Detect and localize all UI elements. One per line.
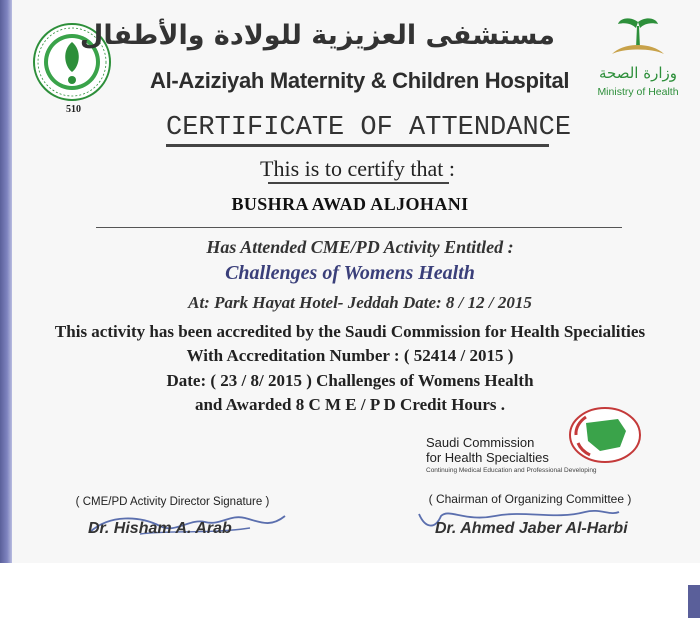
hospital-english-name: Al-Aziziyah Maternity & Children Hospital [150,68,570,93]
recipient-name: BUSHRA AWAD ALJOHANI [231,194,469,214]
name-divider [96,227,622,228]
chairman-name: Dr. Ahmed Jaber Al-Harbi [435,520,628,537]
awarded-line: and Awarded 8 C M E / P D Credit Hours . [194,395,506,414]
left-border-strip [0,0,12,563]
certify-underline [268,182,449,184]
certificate-title: CERTIFICATE OF ATTENDANCE [166,112,549,147]
venue-line: At: Park Hayat Hotel- Jeddah Date: 8 / 12 / 2015 [188,293,532,312]
director-signature-label: ( CME/PD Activity Director Signature ) [75,496,270,508]
right-border-strip [688,585,700,618]
commission-line-1: Saudi Commission [426,435,535,450]
hospital-arabic-name: مستشفى العزيزية للولادة والأطفال [79,20,555,51]
chairman-signature-label: ( Chairman of Organizing Committee ) [428,492,632,506]
activity-title: Challenges of Womens Health [225,262,475,284]
attended-line: Has Attended CME/PD Activity Entitled : [206,237,514,257]
commission-seal-icon [566,405,644,465]
commission-line-3: Continuing Medical Education and Professional Developing [426,467,597,474]
certify-line: This is to certify that : [260,156,455,181]
seal-number: 510 [66,104,81,115]
ministry-arabic-name: وزارة الصحة [599,64,677,82]
accredited-line: This activity has been accredited by the Saudi Commission for Health Specialities [54,322,646,341]
director-name: Dr. Hisham A. Arab [88,520,232,537]
accreditation-number-line: With Accreditation Number : ( 52414 / 2015 ) [186,346,514,365]
commission-line-2: for Health Specialties [426,450,549,465]
accreditation-date-line: Date: ( 23 / 8/ 2015 ) Challenges of Womens Health [166,371,534,390]
bottom-margin [0,563,700,618]
ministry-english-name: Ministry of Health [597,86,679,98]
